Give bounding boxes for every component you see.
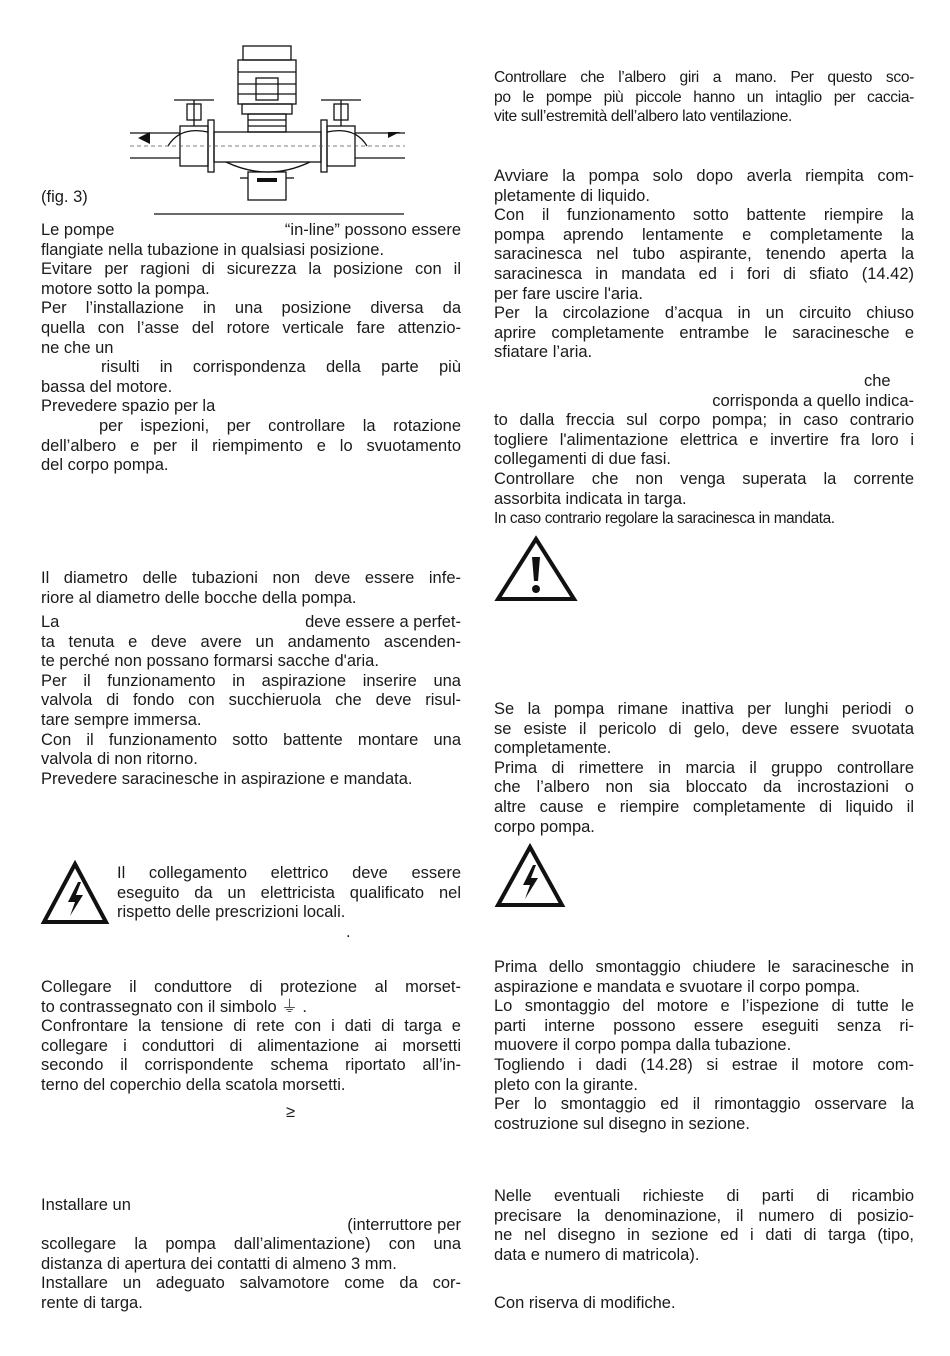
paragraph-electrical-warning: Il collegamento elettrico deve essere eseguito da un elettricista qualificato nel rispetto delle prescrizioni locali. . [117, 864, 461, 941]
paragraph-shaft-check: Controllare che l’albero giri a mano. Per questo sco- po le pompe più piccole hanno un intaglio per caccia- vite sull’estremità dell’albero lato ventilazione. [494, 69, 914, 126]
figure-caption: (fig. 3) [41, 188, 88, 206]
electrical-hazard-icon [40, 860, 110, 926]
paragraph-rotation-check: che corrisponda a quello indica- to dalla freccia sul corpo pompa; in caso contrario togliere l'alimentazione elettrica e invertire fra loro i collegamenti di due fasi. Controllare che non venga superata la corrente assorbita indicata in targa. In caso contrario regolare la saracinesca in mandata. [494, 372, 914, 528]
paragraph-spare-parts: Nelle eventuali richieste di parti di ricambio precisare la denominazione, il numero di posizio- ne nel disegno in sezione ed i dati di targa (tipo, data e numero di matricola). [494, 1187, 914, 1264]
reserve-note: Con riserva di modifiche. [494, 1294, 676, 1312]
paragraph-disassembly: Prima dello smontaggio chiudere le saracinesche in aspirazione e mandata e svuotare il corpo pompa. Lo smontaggio del motore e l’ispezione di tutte le parti interne possono essere eseguiti senza ri- muovere il corpo pompa dalla tubazione. Togliendo i dadi (14.28) si estrae il motore com- pleto con la girante. Per lo smontaggio ed il rimontaggio osservare la costruzione sul disegno in sezione. [494, 958, 914, 1133]
electrical-hazard-icon-right [494, 843, 566, 909]
paragraph-inline-installation: Le pompe “in-line” possono essere flangiate nella tubazione in qualsiasi posizione. Evitare per ragioni di sicurezza la posizione con il motore sotto la pompa. Per l’installazione in una posizione diversa da quella con l’asse del rotore verticale fare attenzio- ne che un risulti in corrispondenza della parte più bassa del motore. Prevedere spazio per la per ispezioni, per controllare la rotazione dell’albero e per il riempimento e lo svuotamento del corpo pompa. [41, 221, 461, 475]
paragraph-ground-connection: Collegare il conduttore di protezione al morset- to contrassegnato con il simbolo ⏚ . Confrontare la tensione di rete con i dati di targa e collegare i conduttori di alimentazione ai morsetti secondo il corrispondente schema riportato all’in- terno del coperchio della scatola morsetti. ≥ [41, 978, 461, 1121]
pump-installation-figure [130, 38, 405, 218]
paragraph-suction-pipe: La deve essere a perfet- ta tenuta e deve avere un andamento ascenden- te perché non possano formarsi sacche d'aria. Per il funzionamento in aspirazione inserire una valvola di fondo con succhieruola che deve risul- tare sempre immersa. Con il funzionamento sotto battente montare una valvola di non ritorno. Prevedere saracinesche in aspirazione e mandata. [41, 613, 461, 788]
paragraph-start-pump: Avviare la pompa solo dopo averla riempita com- pletamente di liquido. Con il funzionamento sotto battente riempire la pompa aprendo lentamente e completamente la saracinesca nel tubo aspirante, tenendo aperta la saracinesca in mandata ed i fori di sfiato (14.42) per fare uscire l'aria. Per la circolazione d’acqua in un circuito chiuso aprire completamente entrambe le saracinesche e sfiatare l’aria. [494, 167, 914, 362]
paragraph-switch: Installare un (interruttore per scollegare la pompa dall’alimentazione) con una distanza di apertura dei contatti di almeno 3 mm. Installare un adeguato salvamotore come da cor- rente di targa. [41, 1196, 461, 1312]
paragraph-pipes: Il diametro delle tubazioni non deve essere infe- riore al diametro delle bocche della pompa. [41, 569, 461, 607]
paragraph-idle-pump: Se la pompa rimane inattiva per lunghi periodi o se esiste il pericolo di gelo, deve essere svuotata completamente. Prima di rimettere in marcia il gruppo controllare che l’albero non sia bloccato da incrostazioni o altre cause e riempire completamente di liquido il corpo pompa. [494, 700, 914, 836]
warning-exclamation-icon [494, 535, 578, 603]
